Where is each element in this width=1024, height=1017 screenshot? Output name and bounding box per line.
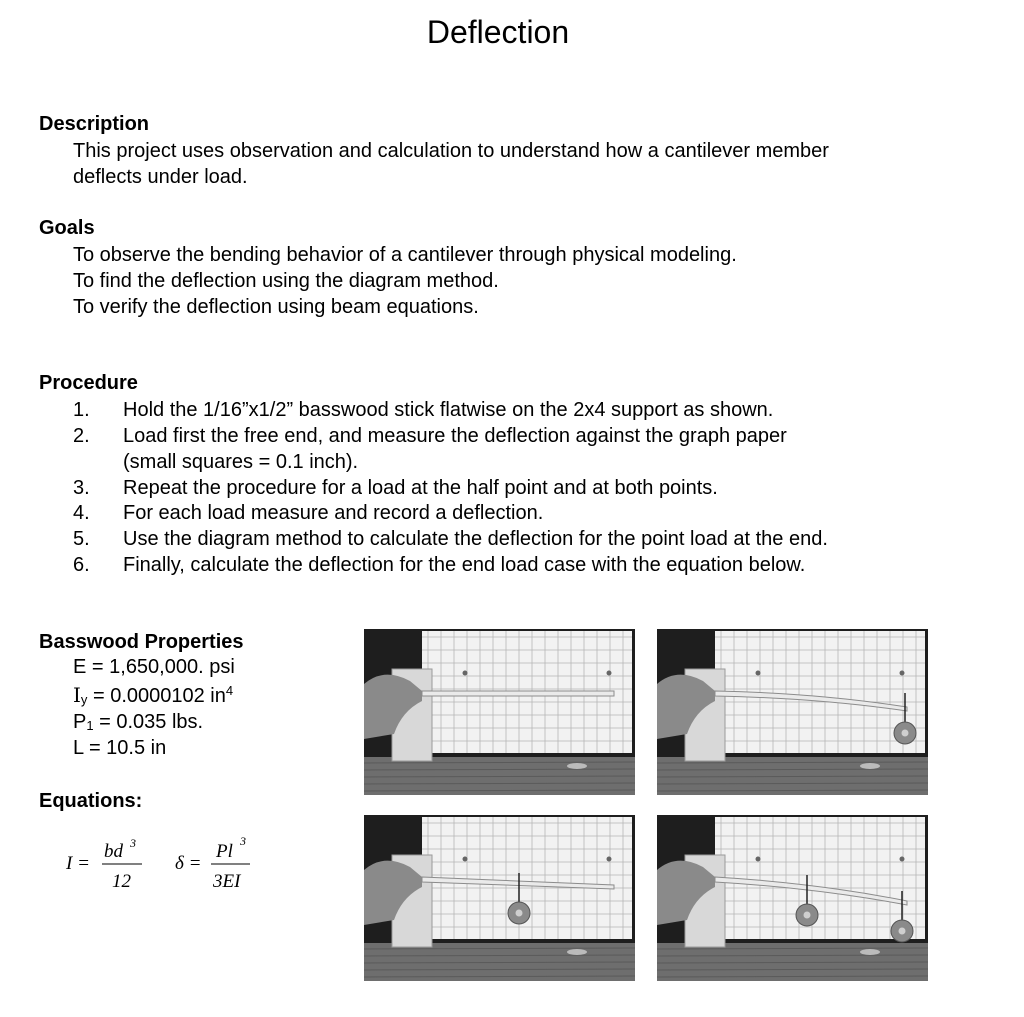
description-line: deflects under load. [73,166,248,188]
eq2-exponent: 3 [240,834,246,848]
equations-heading: Equations: [39,790,143,812]
eq2-lhs: δ = [175,853,202,874]
spare-washer [567,949,587,955]
p-subscript: 1 [86,718,94,733]
eq2-numerator: Pl [216,841,233,862]
step-text: Load first the free end, and measure the deflection against the graph paper [123,425,787,447]
description-heading: Description [39,113,150,135]
push-pin [463,857,468,862]
washer-hole [899,928,906,935]
property-e: E = 1,650,000. psi [73,656,235,678]
iy-symbol: I [73,683,81,707]
step-text-continuation: (small squares = 0.1 inch). [123,451,359,473]
push-pin [756,671,761,676]
push-pin [607,671,612,676]
procedure-step-1 [73,397,773,423]
description-line: This project uses observation and calculation to understand how a cantilever member [73,140,829,162]
p-symbol: P [73,711,87,733]
description-text [73,138,829,190]
procedure-step-4 [73,500,543,526]
washer-hole [804,912,811,919]
goals-heading: Goals [39,217,95,239]
goal-item: To verify the deflection using beam equations. [73,296,479,318]
eq1-exponent: 3 [130,836,136,850]
goals-list [73,242,737,320]
procedure-step-5 [73,526,828,552]
step-text: Finally, calculate the deflection for the end load case with the equation below. [123,554,806,576]
procedure-step-6 [73,552,805,578]
iy-subscript: y [80,692,88,707]
photo-end-load [657,629,928,795]
push-pin [900,671,905,676]
spare-washer [860,763,880,769]
step-number: 5. [73,528,90,550]
equations-figure [60,828,260,898]
step-number: 3. [73,477,90,499]
step-text: Use the diagram method to calculate the deflection for the point load at the end. [123,528,828,550]
push-pin [463,671,468,676]
procedure-step-3 [73,475,718,501]
iy-exponent: 4 [225,683,234,698]
p-value: = 0.035 lbs. [93,711,204,733]
property-iy [73,683,233,708]
step-text: For each load measure and record a deflection. [123,502,544,524]
spare-washer [567,763,587,769]
step-number: 1. [73,399,90,421]
basswood-stick [422,691,614,696]
washer-hole [902,730,909,737]
iy-value: = 0.0000102 in [87,685,226,707]
goal-item: To observe the bending behavior of a cantilever through physical modeling. [73,244,737,266]
eq1-denominator: 12 [112,871,131,892]
push-pin [900,857,905,862]
procedure-heading: Procedure [39,372,138,394]
spare-washer [860,949,880,955]
page-title: Deflection [426,14,570,50]
step-number: 2. [73,425,90,447]
properties-heading: Basswood Properties [39,631,244,653]
property-l: L = 10.5 in [73,737,167,759]
photo-both-points-load [657,815,928,981]
eq1-numerator: bd [104,841,123,862]
eq1-lhs: I = [66,853,90,874]
washer-hole [516,910,523,917]
eq2-denominator: 3EI [213,871,241,892]
photo-half-point-load [364,815,635,981]
step-number: 4. [73,502,90,524]
push-pin [607,857,612,862]
goal-item: To find the deflection using the diagram method. [73,270,499,292]
step-text: Hold the 1/16”x1/2” basswood stick flatwise on the 2x4 support as shown. [123,399,774,421]
property-p1 [73,711,203,734]
graph-paper [715,817,925,939]
step-text: Repeat the procedure for a load at the half point and at both points. [123,477,718,499]
step-number: 6. [73,554,90,576]
photo-unloaded [364,629,635,795]
push-pin [756,857,761,862]
procedure-step-2 [73,423,787,449]
